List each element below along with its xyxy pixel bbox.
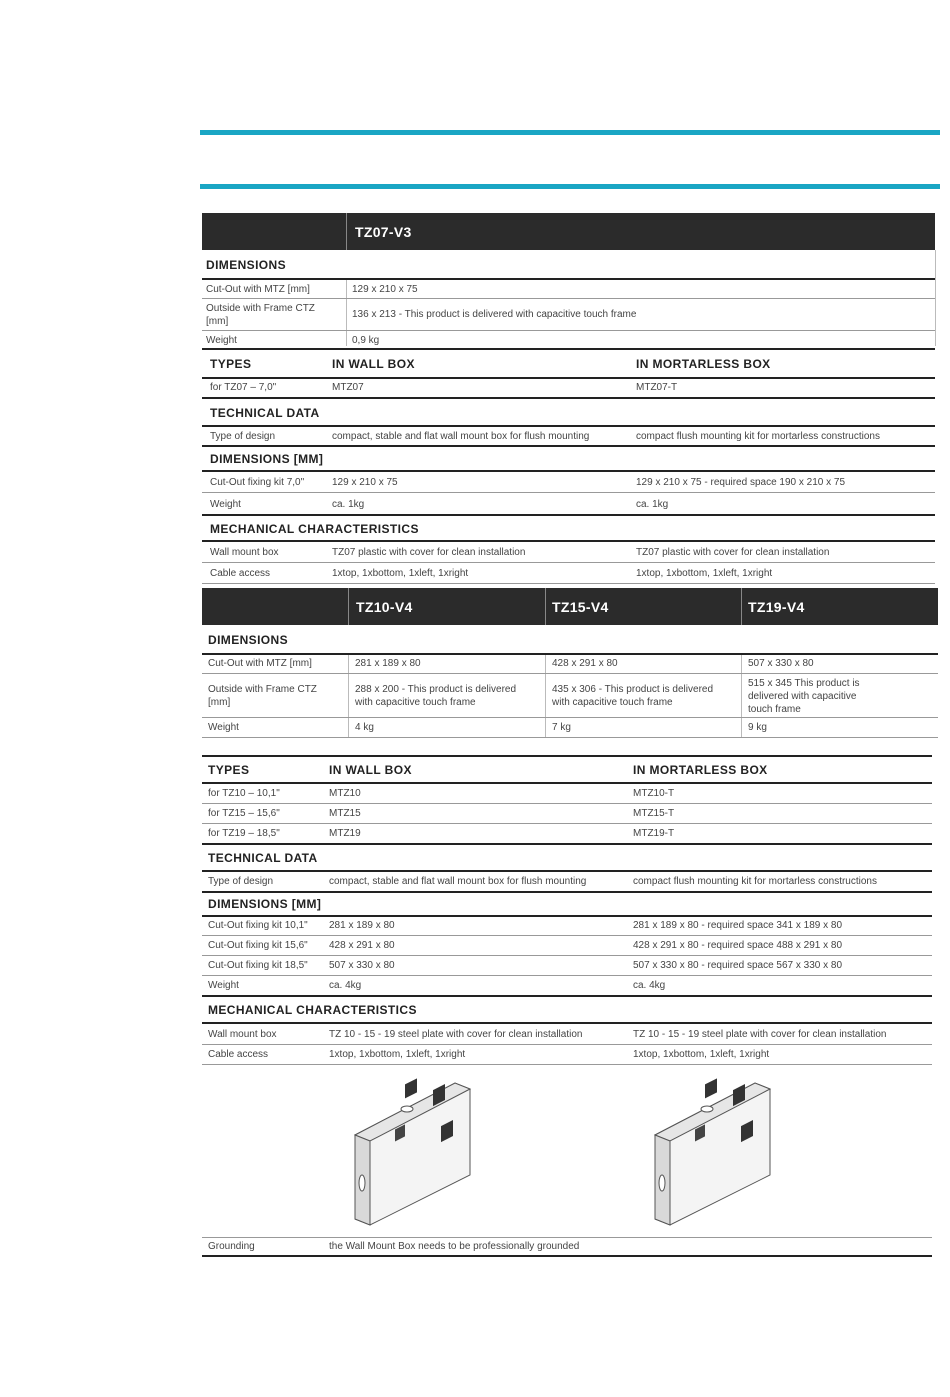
dimensions-mm-title-2: DIMENSIONS [MM] — [208, 897, 322, 911]
tz07-dimensions-title: DIMENSIONS — [206, 258, 287, 272]
type-cell: MTZ15-T — [633, 808, 675, 819]
tz07-row-label: Cut-Out with MTZ [mm] — [206, 284, 310, 295]
tz-dim-cell: 9 kg — [748, 722, 767, 733]
dim-cell: ca. 4kg — [633, 980, 666, 991]
tz-dim-cell: 7 kg — [552, 722, 571, 733]
dimensions-mm-title: DIMENSIONS [MM] — [210, 452, 324, 466]
tz07-header-title: TZ07-V3 — [355, 223, 412, 240]
tz-dim-cell: 435 x 306 - This product is delivered with capacitive touch frame — [552, 684, 714, 708]
tz07-row-value: 0,9 kg — [352, 335, 380, 346]
tz-dim-cell: Outside with Frame CTZ [mm] — [208, 684, 317, 708]
wall-box-illustration — [345, 1075, 475, 1230]
dim-cell: 428 x 291 x 80 - required space 488 x 291 x 80 — [633, 940, 843, 951]
tz-dim-cell: 507 x 330 x 80 — [748, 658, 814, 669]
dim-cell: Cut-Out fixing kit 7,0" — [210, 477, 305, 488]
types-header-2: TYPES — [208, 763, 250, 777]
tz07-row-label: Weight — [206, 335, 237, 346]
mech-cell: 1xtop, 1xbottom, 1xleft, 1xright — [633, 1049, 770, 1060]
tz07-row-value: 136 x 213 - This product is delivered with capacitive touch frame — [352, 309, 637, 320]
tz07-row-label: Outside with Frame CTZ [mm] — [206, 303, 315, 327]
type-cell: MTZ19 — [329, 828, 361, 839]
tech-cell: compact, stable and flat wall mount box for flush mounting — [329, 876, 587, 887]
mech-cell: 1xtop, 1xbottom, 1xleft, 1xright — [332, 568, 469, 579]
dim-cell: 507 x 330 x 80 - required space 567 x 330 x 80 — [633, 960, 843, 971]
mechanical-characteristics-title: MECHANICAL CHARACTERISTICS — [210, 522, 419, 536]
mech-cell: 1xtop, 1xbottom, 1xleft, 1xright — [329, 1049, 466, 1060]
dim-cell: ca. 4kg — [329, 980, 362, 991]
type-cell: MTZ07 — [332, 382, 364, 393]
dim-cell: Cut-Out fixing kit 10,1" — [208, 920, 308, 931]
mech-cell: Wall mount box — [208, 1029, 277, 1040]
dim-cell: Cut-Out fixing kit 18,5" — [208, 960, 308, 971]
type-cell: MTZ07-T — [636, 382, 678, 393]
mech-cell: TZ07 plastic with cover for clean installation — [636, 547, 830, 558]
tech-cell: Type of design — [208, 876, 274, 887]
tech-cell: Type of design — [210, 431, 276, 442]
mech-cell: Wall mount box — [210, 547, 279, 558]
mechanical-characteristics-title-2: MECHANICAL CHARACTERISTICS — [208, 1003, 417, 1017]
in-wall-box-header: IN WALL BOX — [332, 357, 415, 371]
tz-dim-cell: 4 kg — [355, 722, 374, 733]
dim-cell: 281 x 189 x 80 — [329, 920, 395, 931]
tech-cell: compact flush mounting kit for mortarless constructions — [633, 876, 877, 887]
type-cell: for TZ10 – 10,1" — [208, 788, 280, 799]
tz-dim-cell: 428 x 291 x 80 — [552, 658, 618, 669]
type-cell: MTZ10-T — [633, 788, 675, 799]
tech-cell: compact, stable and flat wall mount box for flush mounting — [332, 431, 590, 442]
dim-cell: 507 x 330 x 80 — [329, 960, 395, 971]
mech-cell: TZ 10 - 15 - 19 steel plate with cover for clean installation — [329, 1029, 583, 1040]
tz19-header: TZ19-V4 — [748, 598, 805, 615]
in-mortarless-box-header: IN MORTARLESS BOX — [636, 357, 771, 371]
type-cell: for TZ19 – 18,5" — [208, 828, 280, 839]
type-cell: for TZ07 – 7,0" — [210, 382, 277, 393]
dim-cell: Weight — [210, 499, 241, 510]
technical-data-title: TECHNICAL DATA — [210, 406, 320, 420]
tz10-header: TZ10-V4 — [356, 598, 413, 615]
technical-data-title-2: TECHNICAL DATA — [208, 851, 318, 865]
mech-cell: 1xtop, 1xbottom, 1xleft, 1xright — [636, 568, 773, 579]
dim-cell: 129 x 210 x 75 - required space 190 x 210 x 75 — [636, 477, 846, 488]
grounding-value: the Wall Mount Box needs to be professionally grounded — [329, 1241, 580, 1252]
second-accent-rule — [200, 184, 940, 189]
mech-cell: TZ 10 - 15 - 19 steel plate with cover for clean installation — [633, 1029, 887, 1040]
top-accent-rule — [200, 130, 940, 135]
dim-cell: 428 x 291 x 80 — [329, 940, 395, 951]
in-mortarless-box-header-2: IN MORTARLESS BOX — [633, 763, 768, 777]
tz-dim-cell: 288 x 200 - This product is delivered with capacitive touch frame — [355, 684, 517, 708]
tz10-19-dimensions-title: DIMENSIONS — [208, 633, 289, 647]
tz-dim-cell: 515 x 345 This product is delivered with capacitive touch frame — [748, 678, 860, 715]
type-cell: MTZ19-T — [633, 828, 675, 839]
tz07-header-bar — [202, 213, 935, 250]
tz-dim-cell: Weight — [208, 722, 239, 733]
dim-cell: Weight — [208, 980, 239, 991]
types-header: TYPES — [210, 357, 252, 371]
type-cell: for TZ15 – 15,6" — [208, 808, 280, 819]
tz-dim-cell: 281 x 189 x 80 — [355, 658, 421, 669]
in-wall-box-header-2: IN WALL BOX — [329, 763, 412, 777]
dim-cell: ca. 1kg — [332, 499, 365, 510]
dim-cell: Cut-Out fixing kit 15,6" — [208, 940, 308, 951]
mortarless-box-illustration — [645, 1075, 775, 1230]
mech-cell: TZ07 plastic with cover for clean installation — [332, 547, 526, 558]
dim-cell: ca. 1kg — [636, 499, 669, 510]
tech-cell: compact flush mounting kit for mortarless constructions — [636, 431, 880, 442]
tz-dim-cell: Cut-Out with MTZ [mm] — [208, 658, 312, 669]
tz10-19-header-bar — [202, 588, 938, 625]
type-cell: MTZ10 — [329, 788, 361, 799]
tz15-header: TZ15-V4 — [552, 598, 609, 615]
grounding-label: Grounding — [208, 1241, 255, 1252]
type-cell: MTZ15 — [329, 808, 361, 819]
dim-cell: 281 x 189 x 80 - required space 341 x 189 x 80 — [633, 920, 843, 931]
mech-cell: Cable access — [210, 568, 271, 579]
dim-cell: 129 x 210 x 75 — [332, 477, 398, 488]
mech-cell: Cable access — [208, 1049, 269, 1060]
tz07-row-value: 129 x 210 x 75 — [352, 284, 418, 295]
